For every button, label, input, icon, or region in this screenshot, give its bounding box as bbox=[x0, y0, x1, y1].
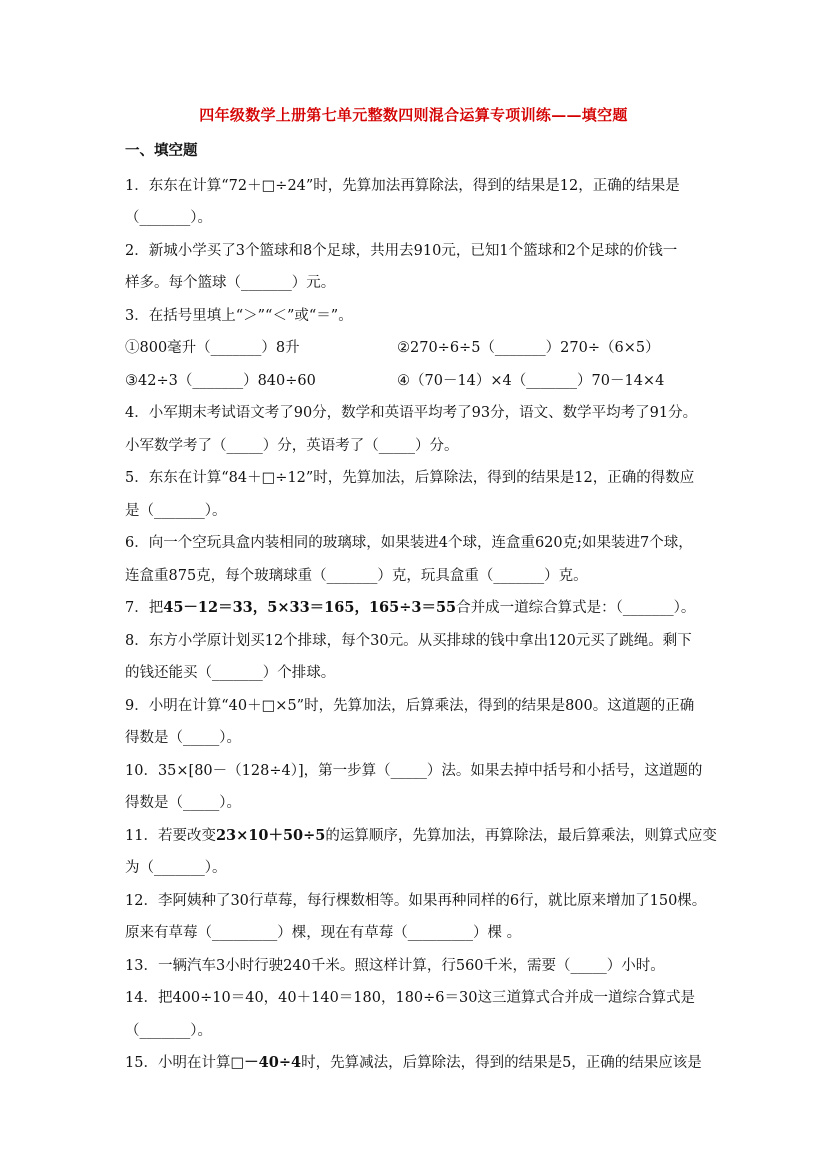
q7-prefix: 7．把 bbox=[125, 600, 164, 616]
q6-line1: 6．向一个空玩具盒内装相同的玻璃球，如果装进4个球，连盒重620克;如果装进7个球， bbox=[125, 535, 693, 551]
q11-prefix: 11．若要改变 bbox=[125, 828, 216, 844]
q11-expression: 23×10＋50÷5 bbox=[215, 827, 326, 844]
q3-item-b: ②270÷6÷5（_______）270÷（6×5） bbox=[397, 340, 660, 356]
q12-line2: 原来有草莓（_________）棵，现在有草莓（_________）棵 。 bbox=[125, 925, 522, 941]
q15-prefix: 15．小明在计算□ bbox=[125, 1055, 245, 1071]
q10-line2: 得数是（_____）。 bbox=[125, 795, 241, 811]
q3-item-a: ①800毫升（_______）8升 bbox=[125, 340, 300, 356]
q14-line1: 14．把400÷10＝40，40＋140＝180，180÷6＝30这三道算式合并成一道综合算式是 bbox=[125, 990, 695, 1006]
q1-line1: 1．东东在计算“72＋□÷24”时，先算加法再算除法，得到的结果是12，正确的结果是 bbox=[125, 178, 680, 194]
q3-item-c: ③42÷3（_______）840÷60 bbox=[125, 373, 316, 389]
q11-suffix: 的运算顺序，先算加法，再算除法，最后算乘法，则算式应变 bbox=[325, 828, 717, 844]
q9-line2: 得数是（_____）。 bbox=[125, 730, 241, 746]
section-heading: 一、填空题 bbox=[125, 142, 198, 159]
q13-line: 13．一辆汽车3小时行驶240千米。照这样计算，行560千米，需要（_____）小时。 bbox=[125, 958, 665, 974]
q7-expression: 45－12＝33，5×33＝165，165÷3＝55 bbox=[163, 599, 457, 616]
q2-line2: 样多。每个篮球（_______）元。 bbox=[125, 275, 336, 291]
q7-line bbox=[125, 596, 695, 617]
q5-line2: 是（_______）。 bbox=[125, 503, 227, 519]
q14-line2: （_______）。 bbox=[125, 1023, 212, 1039]
q8-line1: 8．东方小学原计划买12个排球，每个30元。从买排球的钱中拿出120元买了跳绳。剩下 bbox=[125, 633, 692, 649]
q9-line1: 9．小明在计算“40＋□×5”时，先算加法，后算乘法，得到的结果是800。这道题的正确 bbox=[125, 698, 695, 714]
q7-suffix: 合并成一道综合算式是：（_______）。 bbox=[456, 600, 696, 616]
page-title: 四年级数学上册第七单元整数四则混合运算专项训练——填空题 bbox=[199, 106, 628, 124]
q15-line bbox=[125, 1051, 702, 1072]
q15-suffix: 时，先算减法，后算除法，得到的结果是5，正确的结果应该是 bbox=[301, 1055, 702, 1071]
q2-line1: 2．新城小学买了3个篮球和8个足球，共用去910元，已知1个篮球和2个足球的价钱一 bbox=[125, 243, 678, 259]
q4-line2: 小军数学考了（_____）分，英语考了（_____）分。 bbox=[125, 438, 459, 454]
q10-line1: 10．35×[80－（128÷4）]，第一步算（_____）法。如果去掉中括号和小括号，这道题的 bbox=[125, 763, 703, 779]
q3-item-d: ④（70－14）×4（_______）70－14×4 bbox=[397, 373, 665, 389]
q11-line2: 为（_______）。 bbox=[125, 860, 227, 876]
q3-line1: 3．在括号里填上“＞”“＜”或“＝”。 bbox=[125, 308, 353, 324]
q8-line2: 的钱还能买（_______）个排球。 bbox=[125, 665, 336, 681]
q15-expression: －40÷4 bbox=[244, 1054, 302, 1071]
q6-line2: 连盒重875克，每个玻璃球重（_______）克，玩具盒重（_______）克。 bbox=[125, 568, 588, 584]
q11-line1 bbox=[125, 824, 717, 845]
q5-line1: 5．东东在计算“84＋□÷12”时，先算加法，后算除法，得到的结果是12，正确的得数应 bbox=[125, 470, 695, 486]
q1-line2: （_______）。 bbox=[125, 210, 212, 226]
q4-line1: 4．小军期末考试语文考了90分，数学和英语平均考了93分，语文、数学平均考了91分。 bbox=[125, 405, 698, 421]
q12-line1: 12．李阿姨种了30行草莓，每行棵数相等。如果再种同样的6行，就比原来增加了150棵。 bbox=[125, 893, 707, 909]
